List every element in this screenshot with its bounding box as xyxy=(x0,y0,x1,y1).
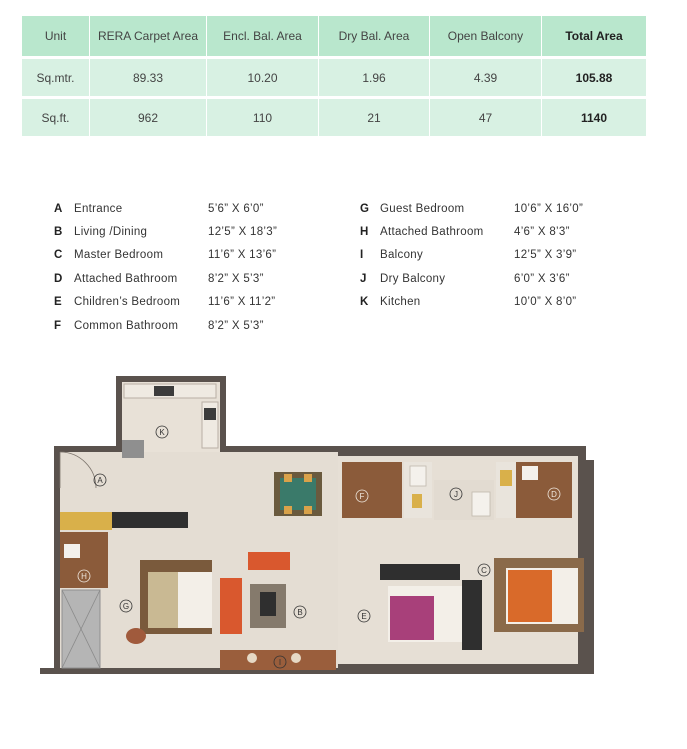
legend-room-name: Dry Balcony xyxy=(380,272,446,285)
legend-room-name: Children’s Bedroom xyxy=(74,296,181,309)
room-label-text: A xyxy=(97,476,103,485)
cell-encl: 110 xyxy=(207,96,319,136)
legend-dimension: 5’6” X 6’0” xyxy=(208,202,264,215)
legend-room-name: Kitchen xyxy=(380,296,421,309)
cell-total: 1140 xyxy=(542,96,646,136)
legend-item xyxy=(54,244,277,267)
cell-rera: 962 xyxy=(90,96,207,136)
legend-letter: K xyxy=(360,296,369,309)
legend-letter: G xyxy=(360,202,369,215)
legend-room-name: Master Bedroom xyxy=(74,249,164,262)
room-label-text: K xyxy=(159,428,165,437)
common-bathroom xyxy=(342,462,432,518)
room-label-text: E xyxy=(361,612,367,621)
legend-dimension: 8’2” X 5’3” xyxy=(208,319,264,332)
dry-balcony xyxy=(434,480,494,520)
room-label-text: I xyxy=(278,658,282,667)
legend-dimension: 12’5” X 3’9” xyxy=(514,249,577,262)
cell-open: 4.39 xyxy=(430,56,542,96)
legend-dimension: 10’6” X 16’0” xyxy=(514,202,584,215)
legend-dimension: 6’0” X 3’6” xyxy=(514,272,570,285)
legend-letter: A xyxy=(54,202,63,215)
legend-dimension: 10’0” X 8’0” xyxy=(514,296,577,309)
legend-letter: B xyxy=(54,226,63,239)
room-label-text: F xyxy=(359,492,365,501)
legend-letter: C xyxy=(54,249,63,262)
legend-room-name: Balcony xyxy=(380,249,424,262)
legend-item xyxy=(54,197,277,220)
cell-open: 47 xyxy=(430,96,542,136)
room-legend-left xyxy=(54,197,277,337)
cell-dry: 21 xyxy=(319,96,430,136)
legend-dimension: 11’6” X 13’6” xyxy=(208,249,277,262)
header-dry-bal-area: Dry Bal. Area xyxy=(319,16,430,56)
legend-room-name: Guest Bedroom xyxy=(380,202,465,215)
table-row xyxy=(22,96,646,136)
legend-dimension: 4’6” X 8’3” xyxy=(514,226,570,239)
room-label-text: D xyxy=(551,490,557,499)
attached-bathroom-d xyxy=(496,462,572,518)
area-table xyxy=(22,16,646,136)
legend-letter: D xyxy=(54,272,63,285)
room-label-text: C xyxy=(481,566,487,575)
legend-item xyxy=(360,267,583,290)
room-label-text: J xyxy=(454,490,458,499)
room-legend-right xyxy=(360,197,583,314)
legend-room-name: Attached Bathroom xyxy=(74,272,178,285)
legend-room-name: Living /Dining xyxy=(74,226,148,239)
legend-item xyxy=(360,220,583,243)
header-encl-bal-area: Encl. Bal. Area xyxy=(207,16,319,56)
legend-letter: H xyxy=(360,226,369,239)
legend-room-name: Common Bathroom xyxy=(74,319,179,332)
legend-letter: I xyxy=(360,249,364,262)
legend-dimension: 11’6” X 11’2” xyxy=(208,296,276,309)
legend-letter: F xyxy=(54,319,62,332)
room-label-text: G xyxy=(122,602,130,611)
cell-unit: Sq.mtr. xyxy=(22,56,90,96)
cell-rera: 89.33 xyxy=(90,56,207,96)
area-table-header xyxy=(22,16,646,56)
cell-encl: 10.20 xyxy=(207,56,319,96)
legend-item xyxy=(360,244,583,267)
legend-room-name: Entrance xyxy=(74,202,123,215)
legend-item xyxy=(360,197,583,220)
legend-room-name: Attached Bathroom xyxy=(380,226,484,239)
legend-item xyxy=(54,267,277,290)
legend-letter: E xyxy=(54,296,62,309)
header-open-balcony: Open Balcony xyxy=(430,16,542,56)
cell-unit: Sq.ft. xyxy=(22,96,90,136)
legend-item xyxy=(360,291,583,314)
kitchen xyxy=(122,382,220,458)
floor-plan xyxy=(38,374,598,696)
legend-item xyxy=(54,314,277,337)
table-row xyxy=(22,56,646,96)
legend-dimension: 12’5” X 18’3” xyxy=(208,226,278,239)
header-rera-carpet-area: RERA Carpet Area xyxy=(90,16,207,56)
legend-item xyxy=(54,220,277,243)
room-label-text: B xyxy=(297,608,303,617)
cell-dry: 1.96 xyxy=(319,56,430,96)
header-total-area: Total Area xyxy=(542,16,646,56)
legend-item xyxy=(54,291,277,314)
cell-total: 105.88 xyxy=(542,56,646,96)
header-unit: Unit xyxy=(22,16,90,56)
legend-dimension: 8’2” X 5’3” xyxy=(208,272,264,285)
legend-letter: J xyxy=(360,272,367,285)
room-label-text: H xyxy=(81,572,87,581)
childrens-bedroom xyxy=(380,564,462,642)
